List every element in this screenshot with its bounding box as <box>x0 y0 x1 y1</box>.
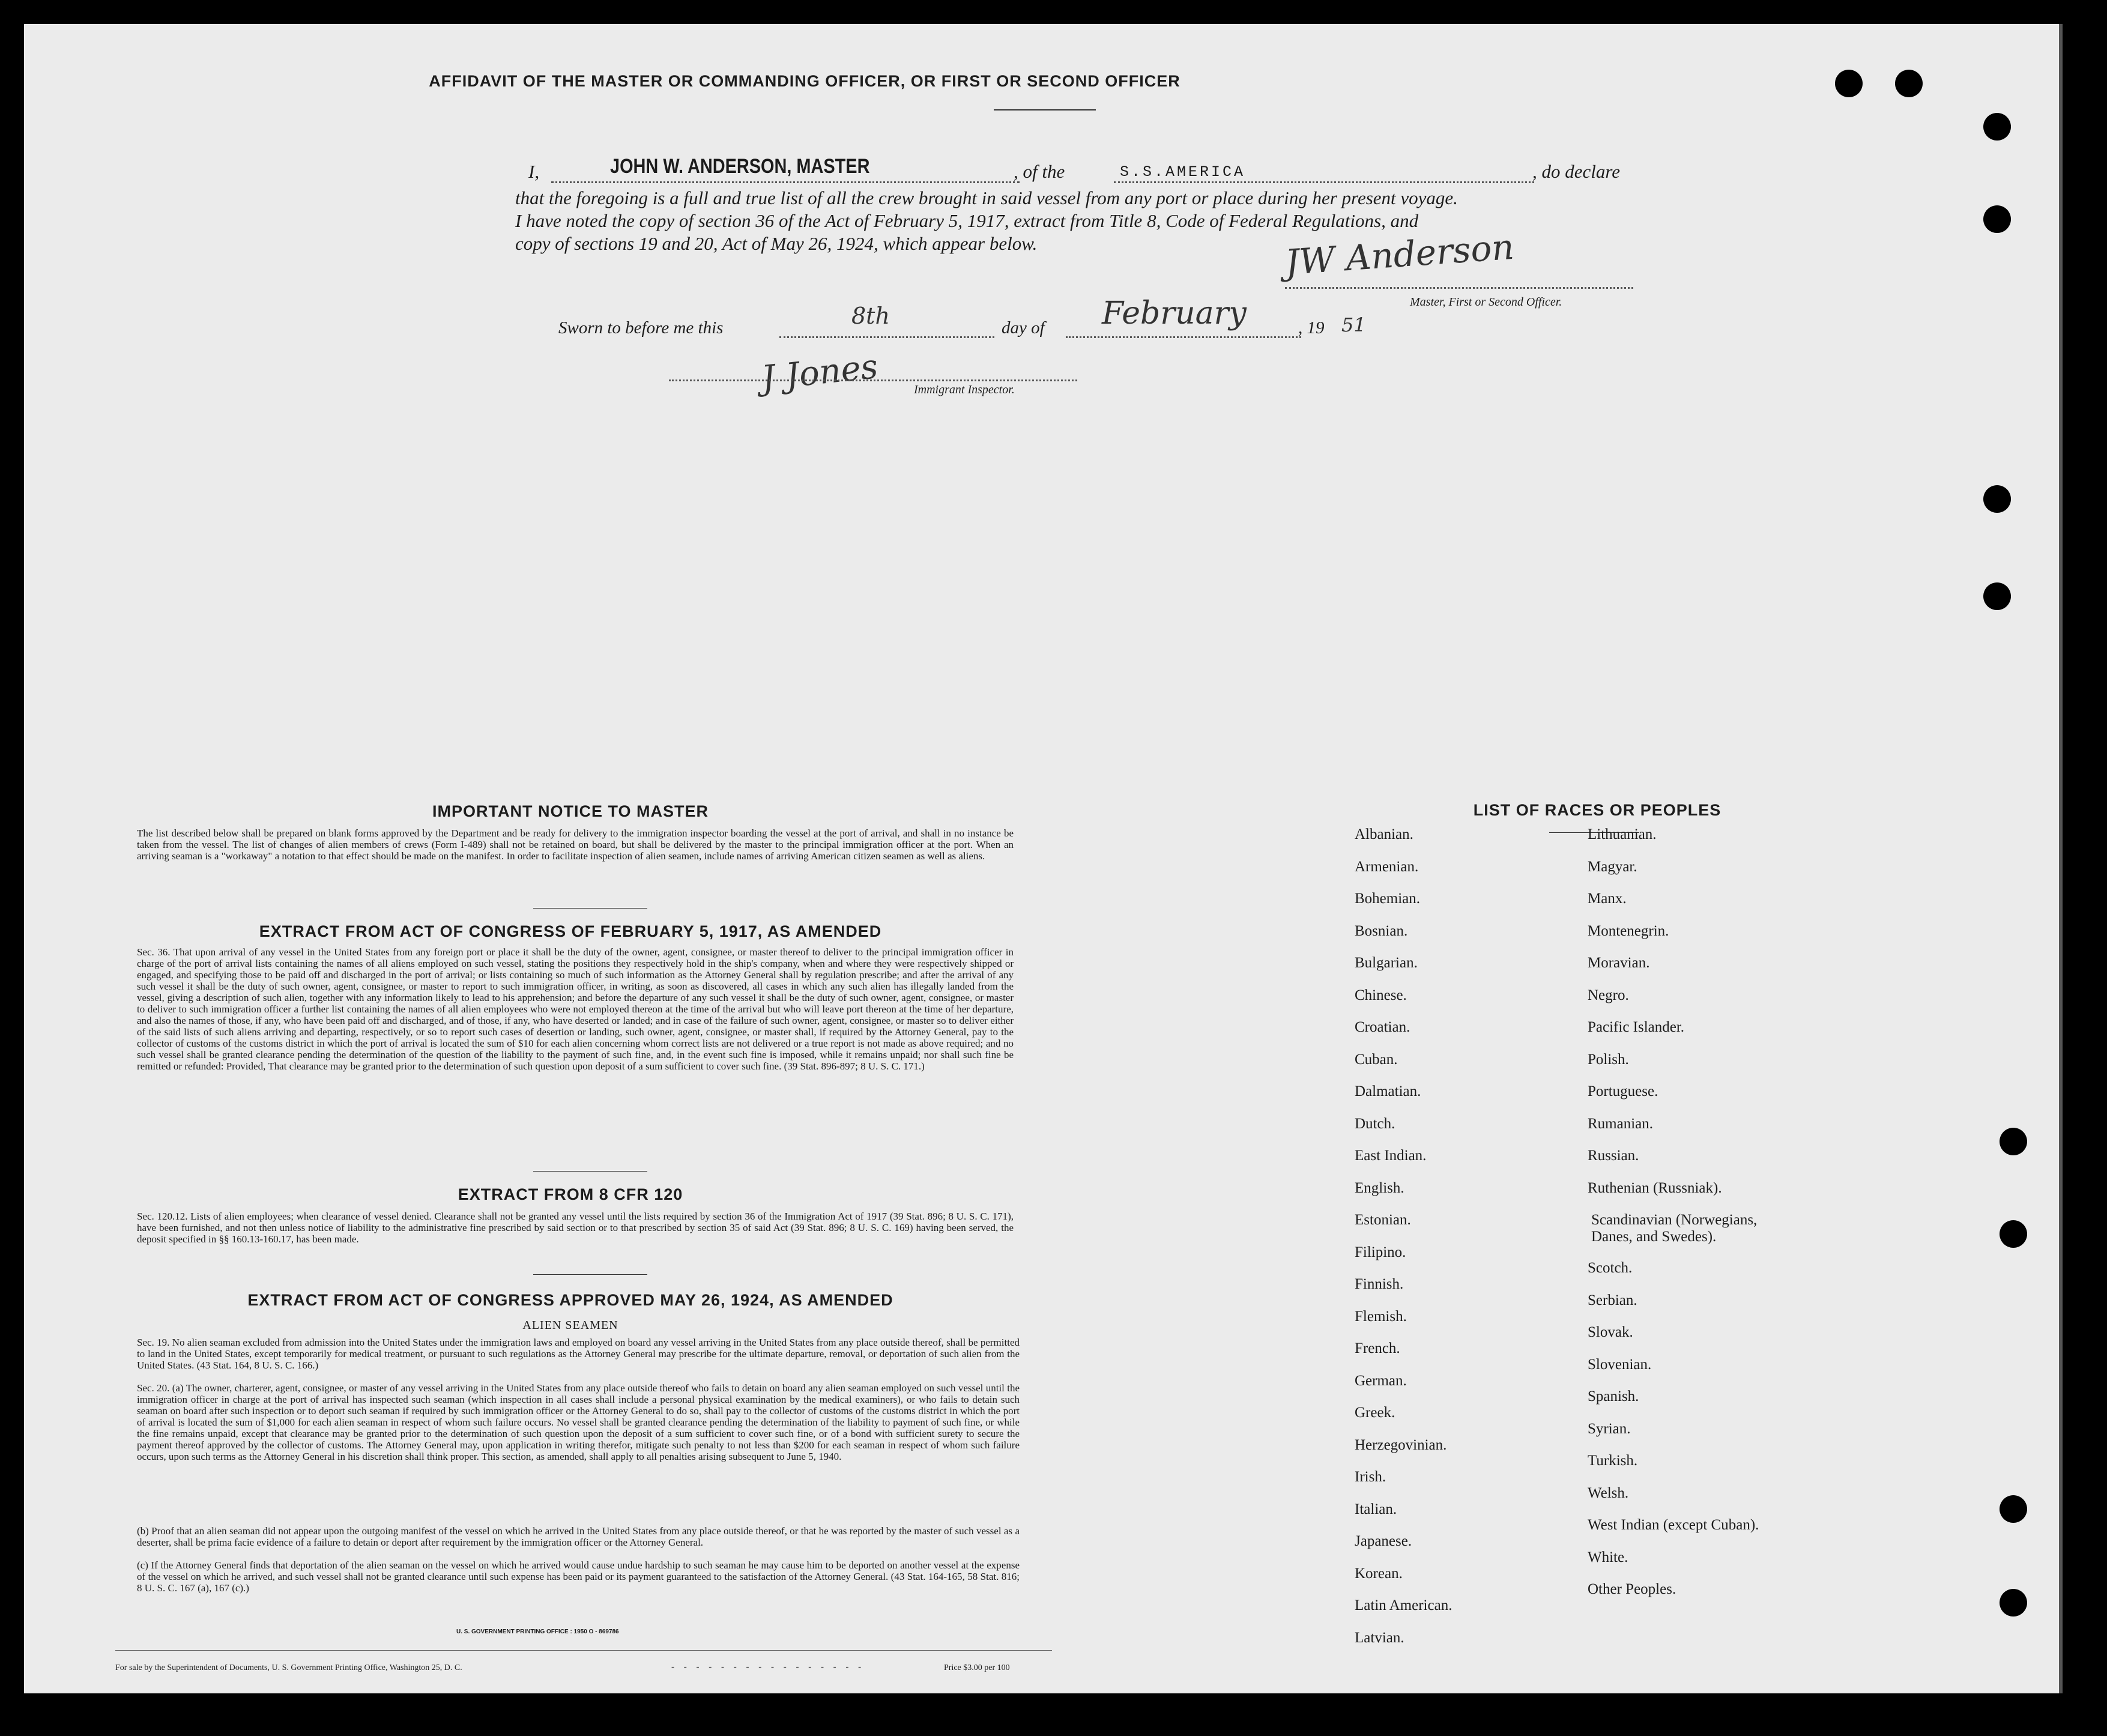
declaration-line-4: copy of sections 19 and 20, Act of May 26, 1924, which appear below. <box>515 233 1038 254</box>
race-item: Filipino. <box>1355 1244 1406 1260</box>
name-underline <box>551 181 1020 183</box>
extract-1924-sec20a: Sec. 20. (a) The owner, charterer, agent, consignee, or master of any vessel arriving in the United States from any place outside thereof who fails to detain on board any alien seaman employed on such vessel until the immigration officer in charge at the port of arrival has inspected such seaman (which inspection in all cases shall include a personal physical examination by the medical examiners), or who fails to detain such seaman on board after such inspection or to deport such seaman if required by such immigration officer or the Attorney General to do so, shall pay to the collector of customs of the customs district in which the port of arrival is located the sum of $1,000 for each alien seaman in respect of whom such failure occurs. No vessel shall be granted clearance pending the determination of the liability to payment of such fine, or while the fine remains unpaid, except that clearance may be granted prior to the determination of such question upon the deposit of a sum sufficient to cover such fine, or of a bond with sufficient surety to secure the payment thereof approved by the collector of customs. The Attorney General may, upon application in writing therefor, mitigate such penalty to not less than $200 for each seaman in respect of whom such failure occurs, upon such terms as the Attorney General in his discretion shall think proper. This section, as amended, shall apply to all penalties arising subsequent to June 5, 1940. <box>137 1382 1020 1462</box>
day-underline <box>779 336 994 338</box>
punch-hole <box>1983 485 2011 513</box>
footer-price: Price $3.00 per 100 <box>944 1663 1010 1672</box>
extract-1924-subtitle: ALIEN SEAMEN <box>522 1319 618 1332</box>
punch-hole <box>2000 1128 2027 1155</box>
race-item: Moravian. <box>1588 955 1650 971</box>
race-item: Syrian. <box>1588 1420 1631 1437</box>
race-item: Albanian. <box>1355 826 1413 842</box>
master-caption: Master, First or Second Officer. <box>1410 295 1562 309</box>
race-item: Montenegrin. <box>1588 922 1669 939</box>
race-item: Croatian. <box>1355 1019 1410 1035</box>
extract-1917-title: EXTRACT FROM ACT OF CONGRESS OF FEBRUARY 5, 1917, AS AMENDED <box>259 922 882 940</box>
race-item: East Indian. <box>1355 1148 1427 1164</box>
race-item: Bohemian. <box>1355 891 1421 907</box>
extract-cfr-text: Sec. 120.12. Lists of alien employees; when clearance of vessel denied. Clearance shall not be granted any vessel until the lists required by section 36 of the Immigration Act of 1917 (39 Stat. 896; 8 U. S. C. 171), have been furnished, and not then unless notice of liability to the administrative fine prescribed by said section or to that prescribed by section 35 of said Act (39 Stat. 896; 8 U. S. C. 169) having been served, the deposit specified in §§ 160.13-160.17, has been made. <box>137 1211 1014 1245</box>
master-signature: JW Anderson <box>1284 226 1516 283</box>
race-item: Japanese. <box>1355 1533 1412 1549</box>
affidavit-title: AFFIDAVIT OF THE MASTER OR COMMANDING OFFICER, OR FIRST OR SECOND OFFICER <box>429 72 1180 90</box>
month-underline <box>1066 336 1301 338</box>
race-item: Korean. <box>1355 1565 1403 1582</box>
race-item: Greek. <box>1355 1405 1395 1421</box>
sworn-day: 8th <box>851 303 890 329</box>
inspector-caption: Immigrant Inspector. <box>914 383 1015 396</box>
day-of-label: day of <box>1002 318 1045 337</box>
punch-hole <box>1983 582 2011 610</box>
punch-hole <box>1983 113 2011 141</box>
footer-rule <box>115 1650 1052 1651</box>
races-title: LIST OF RACES OR PEOPLES <box>1473 801 1722 819</box>
race-item: White. <box>1588 1549 1628 1565</box>
manifest-page <box>24 24 2063 1693</box>
race-item: West Indian (except Cuban). <box>1588 1517 1759 1533</box>
inspector-signature: J Jones <box>760 347 880 398</box>
do-declare-label: , do declare <box>1532 161 1621 182</box>
race-item: Latin American. <box>1355 1597 1453 1614</box>
race-item: Armenian. <box>1355 858 1419 875</box>
race-item: Scandinavian (Norwegians, Danes, and Swedes). <box>1591 1212 1758 1245</box>
races-column-1 <box>1355 826 1559 1662</box>
race-item: Estonian. <box>1355 1212 1411 1228</box>
race-item: Pacific Islander. <box>1588 1019 1685 1035</box>
title-rule <box>994 109 1096 110</box>
race-item: German. <box>1355 1372 1407 1389</box>
extract-cfr-title: EXTRACT FROM 8 CFR 120 <box>458 1185 683 1203</box>
extract-1924-sec20c: (c) If the Attorney General finds that deportation of the alien seaman on the vessel on which he arrived would cause undue hardship to such seaman he may cause him to be deported on another vessel at the expense of the vessel on which he arrived, and such vessel shall not be granted clearance until such expense has been paid or its payment guaranteed to the satisfaction of the Attorney General. (43 Stat. 164-165, 58 Stat. 816; 8 U. S. C. 167 (a), 167 (c).) <box>137 1559 1020 1594</box>
race-item: Ruthenian (Russniak). <box>1588 1179 1722 1196</box>
extract-cfr-rule <box>533 1274 647 1275</box>
footer-dashes: - - - - - - - - - - - - - - - - <box>671 1662 865 1672</box>
declaration-line-2: that the foregoing is a full and true list of all the crew brought in said vessel from any port or place during her present voyage. <box>515 187 1458 208</box>
inspector-signature-line <box>669 380 1077 381</box>
race-item: Slovak. <box>1588 1324 1633 1340</box>
race-item: Latvian. <box>1355 1629 1404 1646</box>
race-item: Finnish. <box>1355 1276 1404 1292</box>
race-item: Turkish. <box>1588 1453 1638 1469</box>
punch-hole <box>1835 70 1863 97</box>
races-column-2 <box>1588 826 1912 1614</box>
extract-1917-text: Sec. 36. That upon arrival of any vessel in the United States from any foreign port or place it shall be the duty of the owner, agent, consignee, or master thereof to deliver to the principal immigration officer in charge of the port of arrival lists containing the names of all aliens employed on such vessel, stating the positions they respectively hold in the ship's company, when and where they were respectively shipped or engaged, and specifying those to be paid off and discharged in the port of arrival; or lists containing so much of such information as the Attorney General shall by regulation prescribe; and after the arrival of any such vessel it shall be the duty of such owner, agent, consignee, or master to report to such immigration officer, in writing, as soon as discovered, all cases in which any such alien has illegally landed from the vessel, giving a description of such alien, together with any information likely to lead to his apprehension; and before the departure of any such vessel it shall be the duty of such owner, agent, consignee, or master to deliver to such immigration officer a further list containing the names of all alien employees who were not employed thereon at the time of the arrival but who will leave port thereon at the time of her departure, and also the names of those, if any, who have been paid off and discharged, and of those, if any, who have deserted or landed; and in case of the failure of such owner, agent, consignee, or master so to deliver either of the said lists of such aliens arriving and departing, respectively, or so to report such cases of desertion or landing, such owner, agent, consignee, or master shall, if required by the Attorney General, pay to the collector of customs of the customs district in which the port of arrival is located the sum of $10 for each alien concerning whom correct lists are not delivered or a true report is not made as above required; and no such vessel shall be granted clearance pending the determination of the question of the liability to the payment of such fine, and, in the event such fine is imposed, while it remains unpaid; nor shall such fine be remitted or refunded: Provided, That clearance may be granted prior to the determination of such question upon deposit of a sum sufficient to cover such fine. (39 Stat. 896-897; 8 U. S. C. 171.) <box>137 946 1014 1072</box>
notice-text: The list described below shall be prepared on blank forms approved by the Department and be ready for delivery to the immigration inspector boarding the vessel at the port of arrival, and shall in no instance be taken from the vessel. The list of changes of alien members of crews (Form I-489) shall not be retained on board, but shall be delivered by the master to the principal immigration officer at the port. When an arriving seaman is a "workaway" a notation to that effect should be made on the manifest. In order to facilitate inspection of alien seamen, include names of arriving American citizen seamen as well as aliens. <box>137 827 1014 862</box>
extract-1917-rule <box>533 1171 647 1172</box>
race-item: Portuguese. <box>1588 1083 1658 1099</box>
race-item: Bosnian. <box>1355 922 1408 939</box>
declarant-prefix: I, <box>528 161 540 182</box>
race-item: Spanish. <box>1588 1388 1639 1405</box>
race-item: Manx. <box>1588 891 1627 907</box>
punch-hole <box>1983 205 2011 233</box>
declarant-name: JOHN W. ANDERSON, MASTER <box>610 155 870 178</box>
race-item: Slovenian. <box>1588 1356 1652 1373</box>
punch-hole <box>2000 1220 2027 1248</box>
race-item: English. <box>1355 1179 1404 1196</box>
race-item: Russian. <box>1588 1148 1639 1164</box>
vessel-underline <box>1114 181 1534 183</box>
race-item: Lithuanian. <box>1588 826 1657 842</box>
race-item: Flemish. <box>1355 1308 1407 1325</box>
race-item: Dutch. <box>1355 1115 1395 1132</box>
footer-sale-text: For sale by the Superintendent of Documents, U. S. Government Printing Office, Washington 25, D. C. <box>115 1663 462 1672</box>
extract-1924-sec19: Sec. 19. No alien seaman excluded from admission into the United States under the immigration laws and employed on board any vessel arriving in the United States from any place outside thereof, shall be permitted to land in the United States, except temporarily for medical treatment, or pursuant to such regulations as the Attorney General may prescribe for the ultimate departure, removal, or deportation of such alien from the United States. (43 Stat. 164, 8 U. S. C. 166.) <box>137 1337 1020 1371</box>
race-item: Cuban. <box>1355 1051 1398 1068</box>
race-item: Herzegovinian. <box>1355 1436 1447 1453</box>
printer-imprint: U. S. GOVERNMENT PRINTING OFFICE : 1950 O - 869786 <box>456 1629 619 1635</box>
extract-1924-title: EXTRACT FROM ACT OF CONGRESS APPROVED MAY 26, 1924, AS AMENDED <box>247 1291 893 1309</box>
punch-hole <box>2000 1589 2027 1617</box>
race-item: Dalmatian. <box>1355 1083 1421 1099</box>
notice-rule <box>533 908 647 909</box>
race-item: Serbian. <box>1588 1292 1637 1308</box>
race-item: Bulgarian. <box>1355 955 1418 971</box>
race-item: Scotch. <box>1588 1260 1633 1276</box>
sworn-prefix: Sworn to before me this <box>558 318 724 337</box>
race-item: French. <box>1355 1340 1400 1356</box>
race-item: Magyar. <box>1588 858 1637 875</box>
notice-title: IMPORTANT NOTICE TO MASTER <box>432 802 709 820</box>
race-item: Irish. <box>1355 1469 1386 1485</box>
of-the-label: , of the <box>1014 161 1065 182</box>
punch-hole <box>1895 70 1923 97</box>
vessel-name: S.S.AMERICA <box>1120 163 1246 181</box>
race-item: Rumanian. <box>1588 1115 1654 1132</box>
race-item: Polish. <box>1588 1051 1629 1068</box>
race-item: Welsh. <box>1588 1484 1629 1501</box>
year-suffix: 51 <box>1341 313 1366 336</box>
race-item: Negro. <box>1588 987 1629 1003</box>
master-signature-line <box>1285 287 1633 289</box>
race-item: Chinese. <box>1355 987 1407 1003</box>
year-prefix: , 19 <box>1298 318 1325 337</box>
declaration-line-3: I have noted the copy of section 36 of the Act of February 5, 1917, extract from Title 8, Code of Federal Regulations, and <box>515 210 1419 231</box>
extract-1924-sec20b: (b) Proof that an alien seaman did not appear upon the outgoing manifest of the vessel on which he arrived in the United States from any place outside thereof, or that he was reported by the master of such vessel as a deserter, shall be prima facie evidence of a failure to detain or deport after requirement by the immigration officer or the Attorney General. <box>137 1525 1020 1548</box>
punch-hole <box>2000 1495 2027 1523</box>
race-item: Other Peoples. <box>1588 1581 1676 1597</box>
race-item: Italian. <box>1355 1501 1397 1517</box>
sworn-month: February <box>1102 295 1247 331</box>
